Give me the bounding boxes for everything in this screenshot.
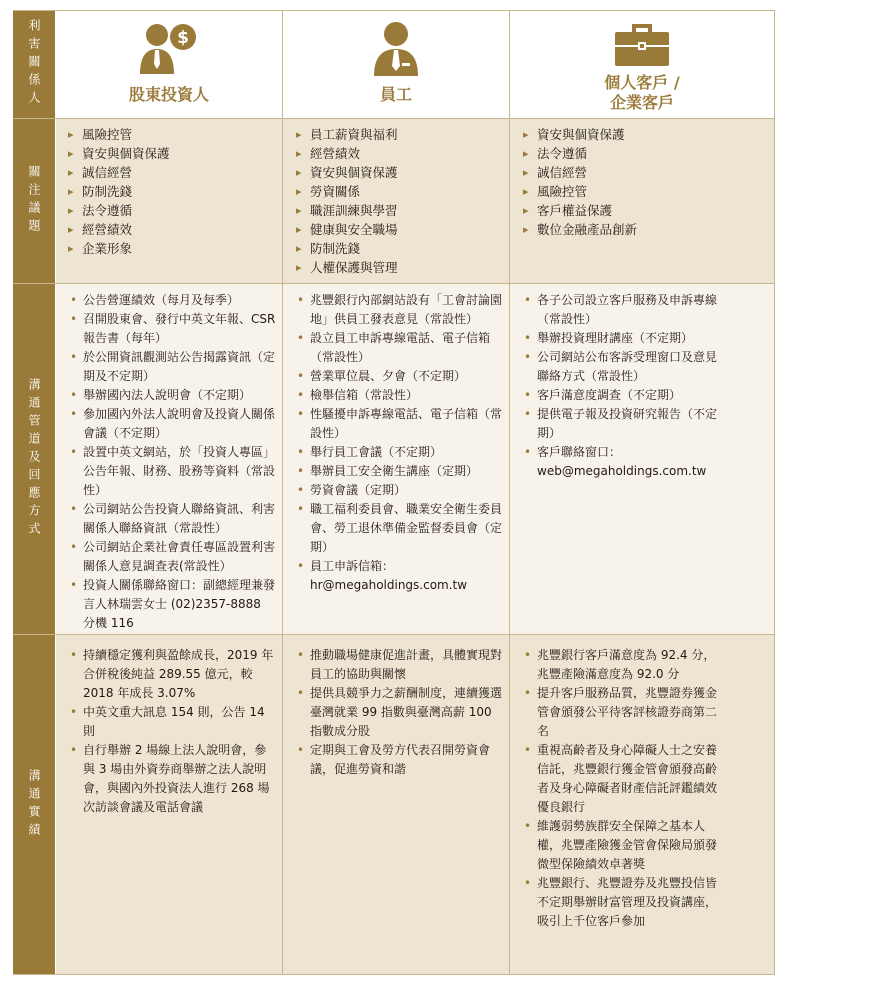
list-item: ▸ 客戶權益保護: [523, 201, 768, 220]
list-item: • 於公開資訊觀測站公告揭露資訊（定期及不定期）: [70, 348, 276, 386]
row-label-results: [13, 635, 55, 974]
row-divider: [13, 283, 775, 284]
list-item: • 提升客戶服務品質，兆豐證券獲金管會頒發公平待客評核證券商第二名: [524, 684, 724, 741]
row-label-results-text: 溝通實績: [27, 768, 41, 841]
list-item: ▸ 誠信經營: [523, 163, 768, 182]
list-item: ▸ 防制洗錢: [68, 182, 276, 201]
list-item: ▸ 數位金融產品創新: [523, 220, 768, 239]
row-label-concerns: [13, 119, 55, 283]
list-item: ▸ 資安與個資保護: [68, 144, 276, 163]
column-divider: [774, 10, 775, 974]
briefcase-icon: [614, 23, 670, 71]
row-label-stakeholders-text: 利害關係人: [27, 19, 41, 109]
list-item: ▸ 經營績效: [68, 220, 276, 239]
list-item: • 兆豐銀行內部網站設有「工會討論園地」供員工發表意見（常設性）: [297, 291, 503, 329]
list-item: • 客戶聯絡窗口：web@megaholdings.com.tw: [524, 443, 724, 481]
header-customers: [510, 11, 774, 118]
row-label-stakeholders: [13, 10, 55, 118]
results-list-investors: [70, 646, 276, 817]
row-label-concerns-text: 關注議題: [27, 165, 41, 237]
list-item: • 定期與工會及勞方代表召開勞資會議，促進勞資和諧: [297, 741, 503, 779]
list-item: • 舉行員工會議（不定期）: [297, 443, 503, 462]
concerns-list-customers: [523, 125, 768, 239]
list-item: ▸ 誠信經營: [68, 163, 276, 182]
list-item: • 公司網站公布客訴受理窗口及意見聯絡方式（常設性）: [524, 348, 724, 386]
list-item: ▸ 職涯訓練與學習: [296, 201, 504, 220]
list-item: • 推動職場健康促進計畫，具體實現對員工的協助與關懷: [297, 646, 503, 684]
list-item: ▸ 防制洗錢: [296, 239, 504, 258]
list-item: • 自行舉辦 2 場線上法人說明會，參與 3 場由外資券商舉辦之法人說明會，與國內外投資法人進行 268 場次訪談會議及電話會議: [70, 741, 276, 817]
row-label-channels: [13, 284, 55, 634]
list-item: • 舉辦投資理財講座（不定期）: [524, 329, 724, 348]
list-item: • 客戶滿意度調查（不定期）: [524, 386, 724, 405]
header-employees: [283, 11, 509, 118]
list-item: • 公告營運績效（每月及每季）: [70, 291, 276, 310]
row-divider: [13, 634, 775, 635]
list-item: • 重視高齡者及身心障礙人士之安養信託，兆豐銀行獲金管會頒發高齡者及身心障礙者財產信託評鑑績效優良銀行: [524, 741, 724, 817]
list-item: • 舉辦國內法人說明會（不定期）: [70, 386, 276, 405]
list-item: ▸ 員工薪資與福利: [296, 125, 504, 144]
concerns-list-investors: [68, 125, 276, 258]
list-item: • 召開股東會、發行中英文年報、CSR 報告書（每年）: [70, 310, 276, 348]
svg-text:$: $: [177, 28, 189, 48]
channels-list-investors: [70, 291, 276, 633]
list-item: ▸ 法令遵循: [523, 144, 768, 163]
list-item: • 檢舉信箱（常設性）: [297, 386, 503, 405]
list-item: • 舉辦員工安全衛生講座（定期）: [297, 462, 503, 481]
header-investors: [56, 11, 282, 118]
list-item: • 參加國內外法人說明會及投資人關係會議（不定期）: [70, 405, 276, 443]
list-item: • 提供具競爭力之薪酬制度，連續獲選臺灣就業 99 指數與臺灣高薪 100 指數成分股: [297, 684, 503, 741]
list-item: • 性騷擾申訴專線電話、電子信箱（常設性）: [297, 405, 503, 443]
list-item: ▸ 經營績效: [296, 144, 504, 163]
list-item: ▸ 人權保護與管理: [296, 258, 504, 277]
list-item: ▸ 風險控管: [68, 125, 276, 144]
list-item: ▸ 資安與個資保護: [523, 125, 768, 144]
investor-icon: [138, 19, 200, 79]
list-item: • 公司網站公告投資人聯絡資訊、利害關係人聯絡資訊（常設性）: [70, 500, 276, 538]
list-item: • 營業單位晨、夕會（不定期）: [297, 367, 503, 386]
list-item: • 兆豐銀行客戶滿意度為 92.4 分，兆豐產險滿意度為 92.0 分: [524, 646, 724, 684]
list-item: ▸ 企業形象: [68, 239, 276, 258]
list-item: • 設立員工申訴專線電話、電子信箱（常設性）: [297, 329, 503, 367]
header-customers-title-line1: 個人客戶 /: [604, 73, 680, 92]
list-item: • 職工福利委員會、職業安全衛生委員會、勞工退休準備金監督委員會（定期）: [297, 500, 503, 557]
concerns-list-employees: [296, 125, 504, 277]
list-item: • 員工申訴信箱：hr@megaholdings.com.tw: [297, 557, 503, 595]
row-divider: [13, 118, 775, 119]
employee-icon: [372, 19, 420, 81]
list-item: ▸ 資安與個資保護: [296, 163, 504, 182]
row-label-channels-text: 溝通管道及回應方式: [27, 378, 41, 540]
header-investors-title: 股東投資人: [128, 85, 209, 104]
list-item: • 提供電子報及投資研究報告（不定期）: [524, 405, 724, 443]
column-divider: [509, 10, 510, 974]
list-item: • 持續穩定獲利與盈餘成長，2019 年合併稅後純益 289.55 億元，較 2018 年成長 3.07%: [70, 646, 276, 703]
results-list-employees: [297, 646, 503, 779]
list-item: • 中英文重大訊息 154 則，公告 14 則: [70, 703, 276, 741]
list-item: • 兆豐銀行、兆豐證券及兆豐投信皆不定期舉辦財富管理及投資講座，吸引上千位客戶參加: [524, 874, 724, 931]
list-item: • 維護弱勢族群安全保障之基本人權，兆豐產險獲金管會保險局頒發微型保險績效卓著獎: [524, 817, 724, 874]
channels-list-customers: [524, 291, 724, 481]
channels-list-employees: [297, 291, 503, 595]
results-list-customers: [524, 646, 724, 931]
list-item: • 設置中英文網站，於「投資人專區」公告年報、財務、股務等資料（常設性）: [70, 443, 276, 500]
row-divider: [13, 974, 775, 975]
column-divider: [282, 10, 283, 974]
list-item: ▸ 勞資關係: [296, 182, 504, 201]
header-customers-title: [510, 73, 774, 113]
list-item: ▸ 風險控管: [523, 182, 768, 201]
list-item: ▸ 法令遵循: [68, 201, 276, 220]
list-item: • 各子公司設立客戶服務及申訴專線（常設性）: [524, 291, 724, 329]
header-customers-title-line2: 企業客戶: [609, 93, 674, 112]
list-item: • 公司網站企業社會責任專區設置利害關係人意見調查表(常設性）: [70, 538, 276, 576]
list-item: • 投資人關係聯絡窗口：副總經理兼發言人林瑞雲女士 (02)2357-8888 分機 116: [70, 576, 276, 633]
header-employees-title: 員工: [379, 85, 412, 104]
list-item: • 勞資會議（定期）: [297, 481, 503, 500]
list-item: ▸ 健康與安全職場: [296, 220, 504, 239]
